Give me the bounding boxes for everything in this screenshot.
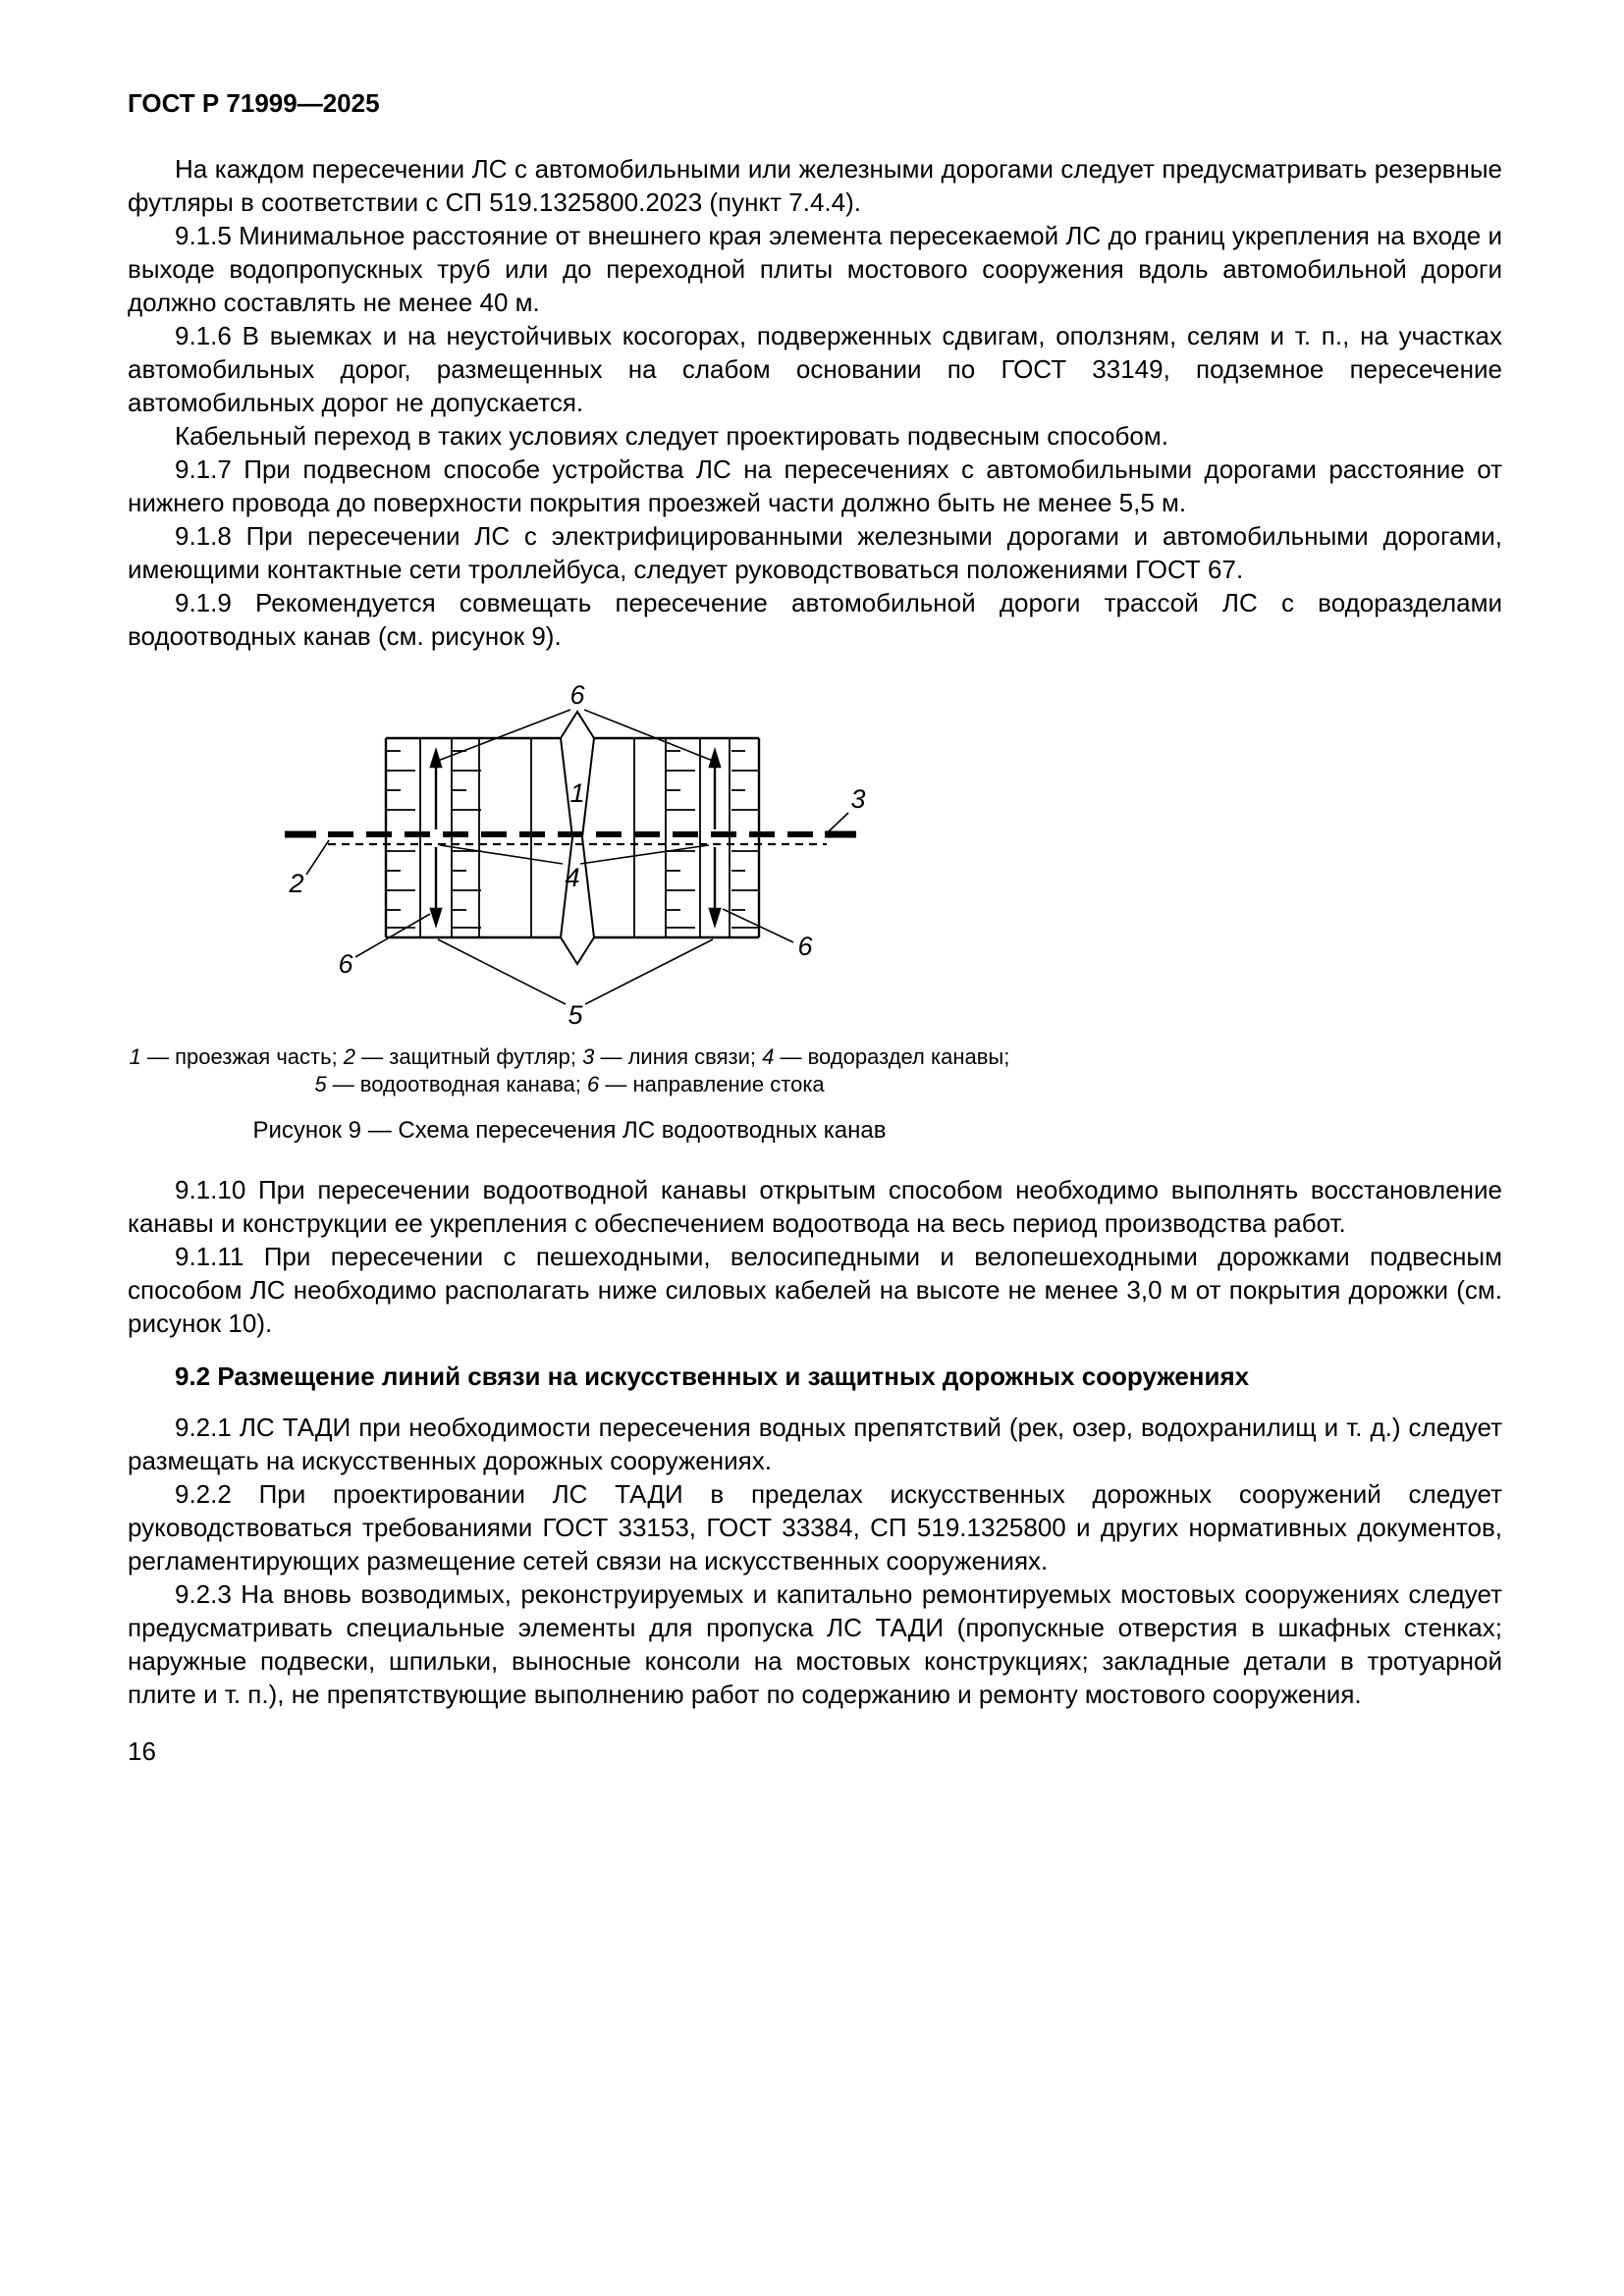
legend-num-1: 1 bbox=[129, 1044, 141, 1069]
document-code: ГОСТ Р 71999—2025 bbox=[128, 88, 380, 118]
paragraph-9-1-5: 9.1.5 Минимальное расстояние от внешнего края элемента пересекаемой ЛС до границ укрепления на входе и выходе водопропускных труб или до переходной плиты мостового сооружения вдоль автомобильной дороги должно составлять не менее 40 м. bbox=[128, 221, 1502, 317]
figure-9-diagram bbox=[283, 682, 892, 1028]
figure-label-6-top: 6 bbox=[569, 682, 585, 710]
paragraph-9-2-1: 9.2.1 ЛС ТАДИ при необходимости пересечения водных препятствий (рек, озер, водохранилищ и т. д.) следует размещать на искусственных дорожных сооружениях. bbox=[128, 1413, 1502, 1475]
ditch-hatching-right-outer bbox=[731, 751, 760, 928]
paragraph-9-1-11: 9.1.11 При пересечении с пешеходными, велосипедными и велопешеходными дорожками подвесным способом ЛС необходимо располагать ниже силовых кабелей на высоте не менее 3,0 м от покрытия дорожки (см. рисунок 10). bbox=[128, 1242, 1502, 1338]
paragraph-intro: На каждом пересечении ЛС с автомобильными или железными дорогами следует предусматривать резервные футляры в соответствии с СП 519.1325800.2023 (пункт 7.4.4). bbox=[128, 154, 1502, 217]
figure-label-4-watershed: 4 bbox=[565, 863, 580, 892]
figure-label-6-bottom-right: 6 bbox=[797, 932, 813, 961]
section-heading-9-2: 9.2 Размещение линий связи на искусственных и защитных дорожных сооружениях bbox=[175, 1362, 1250, 1391]
figure-label-3-line: 3 bbox=[850, 784, 866, 814]
legend-text-6: — направление стока bbox=[599, 1072, 825, 1096]
paragraph-9-1-6: 9.1.6 В выемках и на неустойчивых косогорах, подверженных сдвигам, оползням, селям и т. п., на участках автомобильных дорог, размещенных на слабом основании по ГОСТ 33149, подземное пересечение автомобильных дорог не допускается. bbox=[128, 321, 1502, 417]
paragraph-9-1-8: 9.1.8 При пересечении ЛС с электрифицированными железными дорогами и автомобильными дорогами, имеющими контактные сети троллейбуса, следует руководствоваться положениями ГОСТ 67. bbox=[128, 521, 1502, 584]
leader-lines bbox=[306, 710, 848, 1004]
figure-9-legend bbox=[128, 1043, 1011, 1098]
ditch-hatching-left-inner bbox=[453, 751, 481, 928]
figure-label-1-roadway: 1 bbox=[569, 778, 585, 808]
paragraph-9-2-3: 9.2.3 На вновь возводимых, реконструируемых и капитально ремонтируемых мостовых сооружениях следует предусматривать специальные элементы для пропуска ЛС ТАДИ (пропускные отверстия в шкафных стенках; наружные подвески, шпильки, выносные консоли на мостовых конструкциях; закладные детали в тротуарной плите и т. п.), не препятствующие выполнению работ по содержанию и ремонту мостового сооружения. bbox=[128, 1579, 1502, 1709]
communication-line bbox=[285, 834, 856, 844]
figure-position-labels bbox=[288, 682, 865, 1028]
paragraph-9-2-2: 9.2.2 При проектировании ЛС ТАДИ в пределах искусственных дорожных сооружений следует руководствоваться требованиями ГОСТ 33153, ГОСТ 33384, СП 519.1325800 и других нормативных документов, регламентирующих размещение сетей связи на искусственных сооружениях. bbox=[128, 1479, 1502, 1575]
paragraph-9-1-6-note: Кабельный переход в таких условиях следует проектировать подвесным способом. bbox=[175, 421, 1168, 451]
figure-label-5-ditch: 5 bbox=[568, 1000, 583, 1028]
page-number: 16 bbox=[128, 1736, 156, 1766]
legend-num-3: 3 bbox=[582, 1044, 595, 1069]
ditch-hatching-left-outer bbox=[387, 751, 415, 928]
legend-text-3: — линия связи; bbox=[594, 1044, 763, 1069]
legend-text-5: — водоотводная канава; bbox=[326, 1072, 587, 1096]
legend-num-5: 5 bbox=[314, 1072, 327, 1096]
legend-num-6: 6 bbox=[586, 1072, 600, 1096]
ditch-hatching-right-inner bbox=[667, 751, 695, 928]
break-symbol bbox=[561, 712, 594, 964]
legend-text-1: — проезжая часть; bbox=[140, 1044, 344, 1069]
paragraph-9-1-7: 9.1.7 При подвесном способе устройства ЛС на пересечениях с автомобильными дорогами расстояние от нижнего провода до поверхности покрытия проезжей части должно быть не менее 5,5 м. bbox=[128, 454, 1502, 517]
figure-9 bbox=[128, 682, 1502, 1146]
legend-num-4: 4 bbox=[762, 1044, 775, 1069]
legend-num-2: 2 bbox=[343, 1044, 356, 1069]
paragraph-9-1-9: 9.1.9 Рекомендуется совмещать пересечение автомобильной дороги трассой ЛС с водоразделами водоотводных канав (см. рисунок 9). bbox=[128, 588, 1502, 651]
paragraph-9-1-10: 9.1.10 При пересечении водоотводной канавы открытым способом необходимо выполнять восстановление канавы и конструкции ее укрепления с обеспечением водоотвода на весь период производства работ. bbox=[128, 1175, 1502, 1238]
figure-label-2-case: 2 bbox=[289, 869, 304, 898]
legend-text-4: — водораздел канавы; bbox=[774, 1044, 1010, 1069]
legend-text-2: — защитный футляр; bbox=[355, 1044, 583, 1069]
figure-9-title: Рисунок 9 — Схема пересечения ЛС водоотводных канав bbox=[252, 1117, 887, 1144]
figure-label-6-bottom-left: 6 bbox=[338, 949, 353, 979]
lane-divider-lines bbox=[420, 738, 730, 937]
flow-arrows bbox=[431, 751, 720, 925]
